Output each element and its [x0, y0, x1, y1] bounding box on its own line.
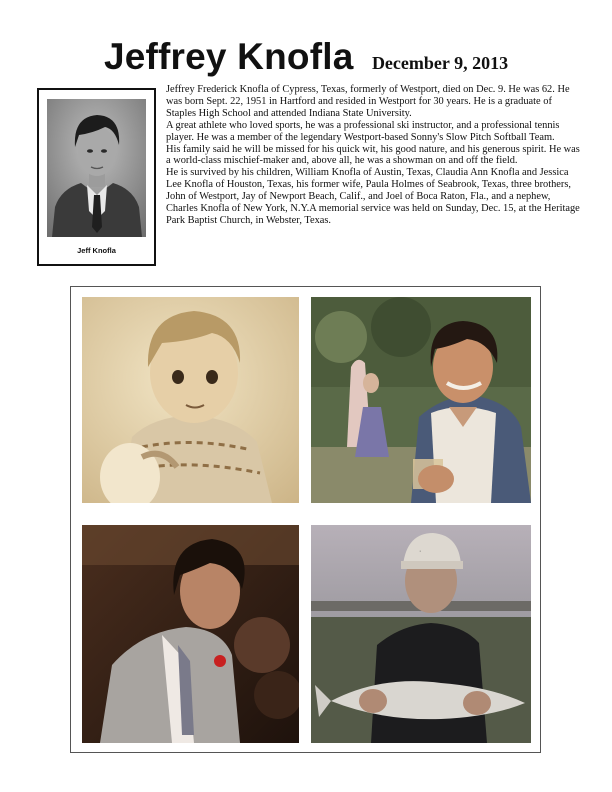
bio-paragraph-character: His family said he will be missed for his quick wit, his good nature, and his generous spirit. He was a world-class mischief-maker and, above all, he was a showman on and off the field.: [166, 143, 580, 167]
party-photo: [311, 297, 531, 503]
bio-paragraph-sports: A great athlete who loved sports, he was a professional ski instructor, and a professional tennis player. He was a member of the legendary Westport-based Sonny's Slow Pitch Softball Team.: [166, 119, 560, 143]
yearbook-portrait: [37, 88, 156, 266]
portrait-photo: [47, 99, 146, 237]
photo-collage: [70, 286, 541, 753]
death-date: December 9, 2013: [371, 53, 509, 73]
bio-paragraph-survivors: He is survived by his children, William Knofla of Austin, Texas, Claudia Ann Knofla and Jessica Lee Knofla of Houston, Texas, his former wife, Paula Holmes of Seabrook, Texas, three brothers, John of Westport, Jay of Newport Beach, Calif., and Joel of Boca Raton, Fla., and a nephew, Charles Knofla of New York, N.Y.A memorial service was held on Sunday, Dec. 15, at the Heritage Park Baptist Church, in Webster, Texas.: [166, 167, 580, 226]
obituary-title: [0, 36, 612, 78]
deceased-name: Jeffrey Knofla: [103, 36, 354, 77]
toddler-photo: [82, 297, 299, 503]
portrait-caption: Jeff Knofla: [77, 246, 116, 255]
obituary-text: [166, 84, 584, 227]
svg-text:·: ·: [419, 548, 422, 555]
bio-paragraph-life: Jeffrey Frederick Knofla of Cypress, Texas, formerly of Westport, died on Dec. 9. He was 62. He was born Sept. 22, 1951 in Hartford and resided in Westport for 30 years. He is a graduate of Staples High School and attended Indiana State University.: [166, 84, 570, 119]
fishing-photo: [311, 525, 531, 743]
suit-photo: [82, 525, 299, 743]
